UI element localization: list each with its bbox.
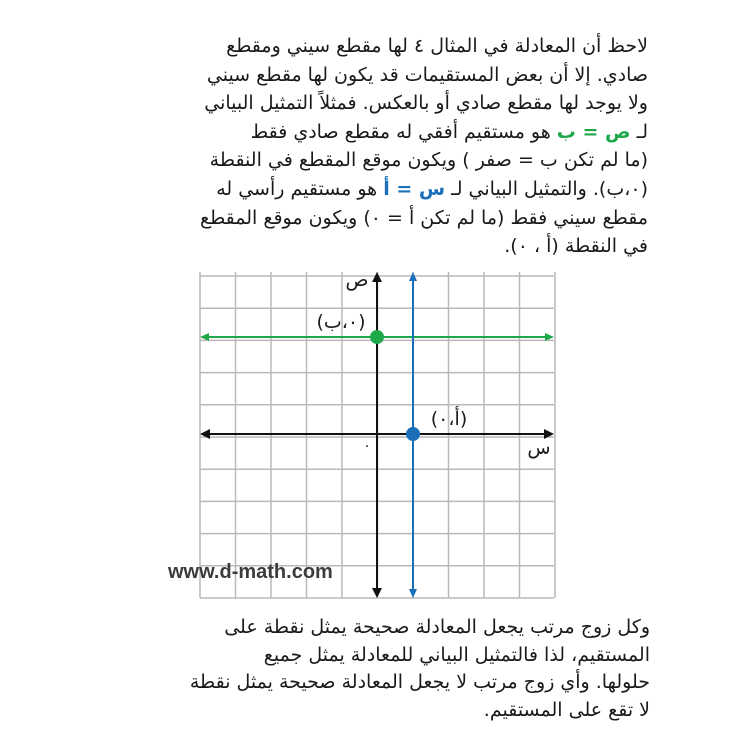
text-segment: وكل زوج مرتب يجعل المعادلة صحيحة يمثل نقطة على	[224, 616, 650, 638]
text-segment: (ما لم تكن ب = صفر ) ويكون موقع المقطع في النقطة	[209, 149, 648, 172]
x-intercept-point	[406, 427, 420, 441]
y-axis-arrow-down	[372, 588, 382, 598]
text-segment: المستقيم، لذا فالتمثيل البياني للمعادلة يمثل جميع	[263, 643, 650, 666]
origin-label: ٠	[363, 438, 371, 454]
text-segment: ولا يوجد لها مقطع صادي أو بالعكس. فمثلاً التمثيل البياني	[204, 92, 648, 115]
text-segment: هو مستقيم رأسي له	[216, 177, 384, 200]
text-segment: حلولها. وأي زوج مرتب لا يجعل المعادلة صحيحة يمثل نقطة	[189, 671, 650, 693]
conclusion-paragraph	[90, 614, 650, 724]
text-segment: صادي. إلا أن بعض المستقيمات قد يكون لها مقطع سيني	[206, 63, 648, 86]
text-line	[90, 614, 650, 642]
text-segment: لا تقع على المستقيم.	[483, 698, 650, 721]
watermark: www.d-math.com	[168, 561, 333, 583]
text-segment: هو مستقيم أفقي له مقطع صادي فقط	[250, 120, 557, 143]
y-axis-label: ص	[345, 269, 369, 291]
x-axis-label: س	[527, 437, 551, 459]
text-segment: لـ	[630, 120, 648, 143]
text-line	[90, 697, 650, 725]
text-line	[90, 642, 650, 670]
x-intercept-label: (أ،٠)	[430, 408, 468, 430]
text-segment: مقطع سيني فقط (ما لم تكن أ = ٠) ويكون موقع المقطع	[199, 206, 648, 229]
text-segment: في النقطة (أ ، ٠).	[504, 235, 648, 258]
text-segment: (٠،ب). والتمثيل البياني لـ	[445, 177, 648, 200]
y-intercept-point	[370, 330, 384, 344]
y-intercept-label: (٠،ب)	[316, 311, 366, 333]
y-axis-arrow-up	[372, 272, 382, 282]
text-line	[90, 669, 650, 697]
text-segment: لاحظ أن المعادلة في المثال ٤ لها مقطع سيني ومقطع	[226, 35, 648, 57]
equation-highlight: ص = ب	[556, 120, 631, 143]
equation-highlight: س = أ	[383, 177, 446, 200]
